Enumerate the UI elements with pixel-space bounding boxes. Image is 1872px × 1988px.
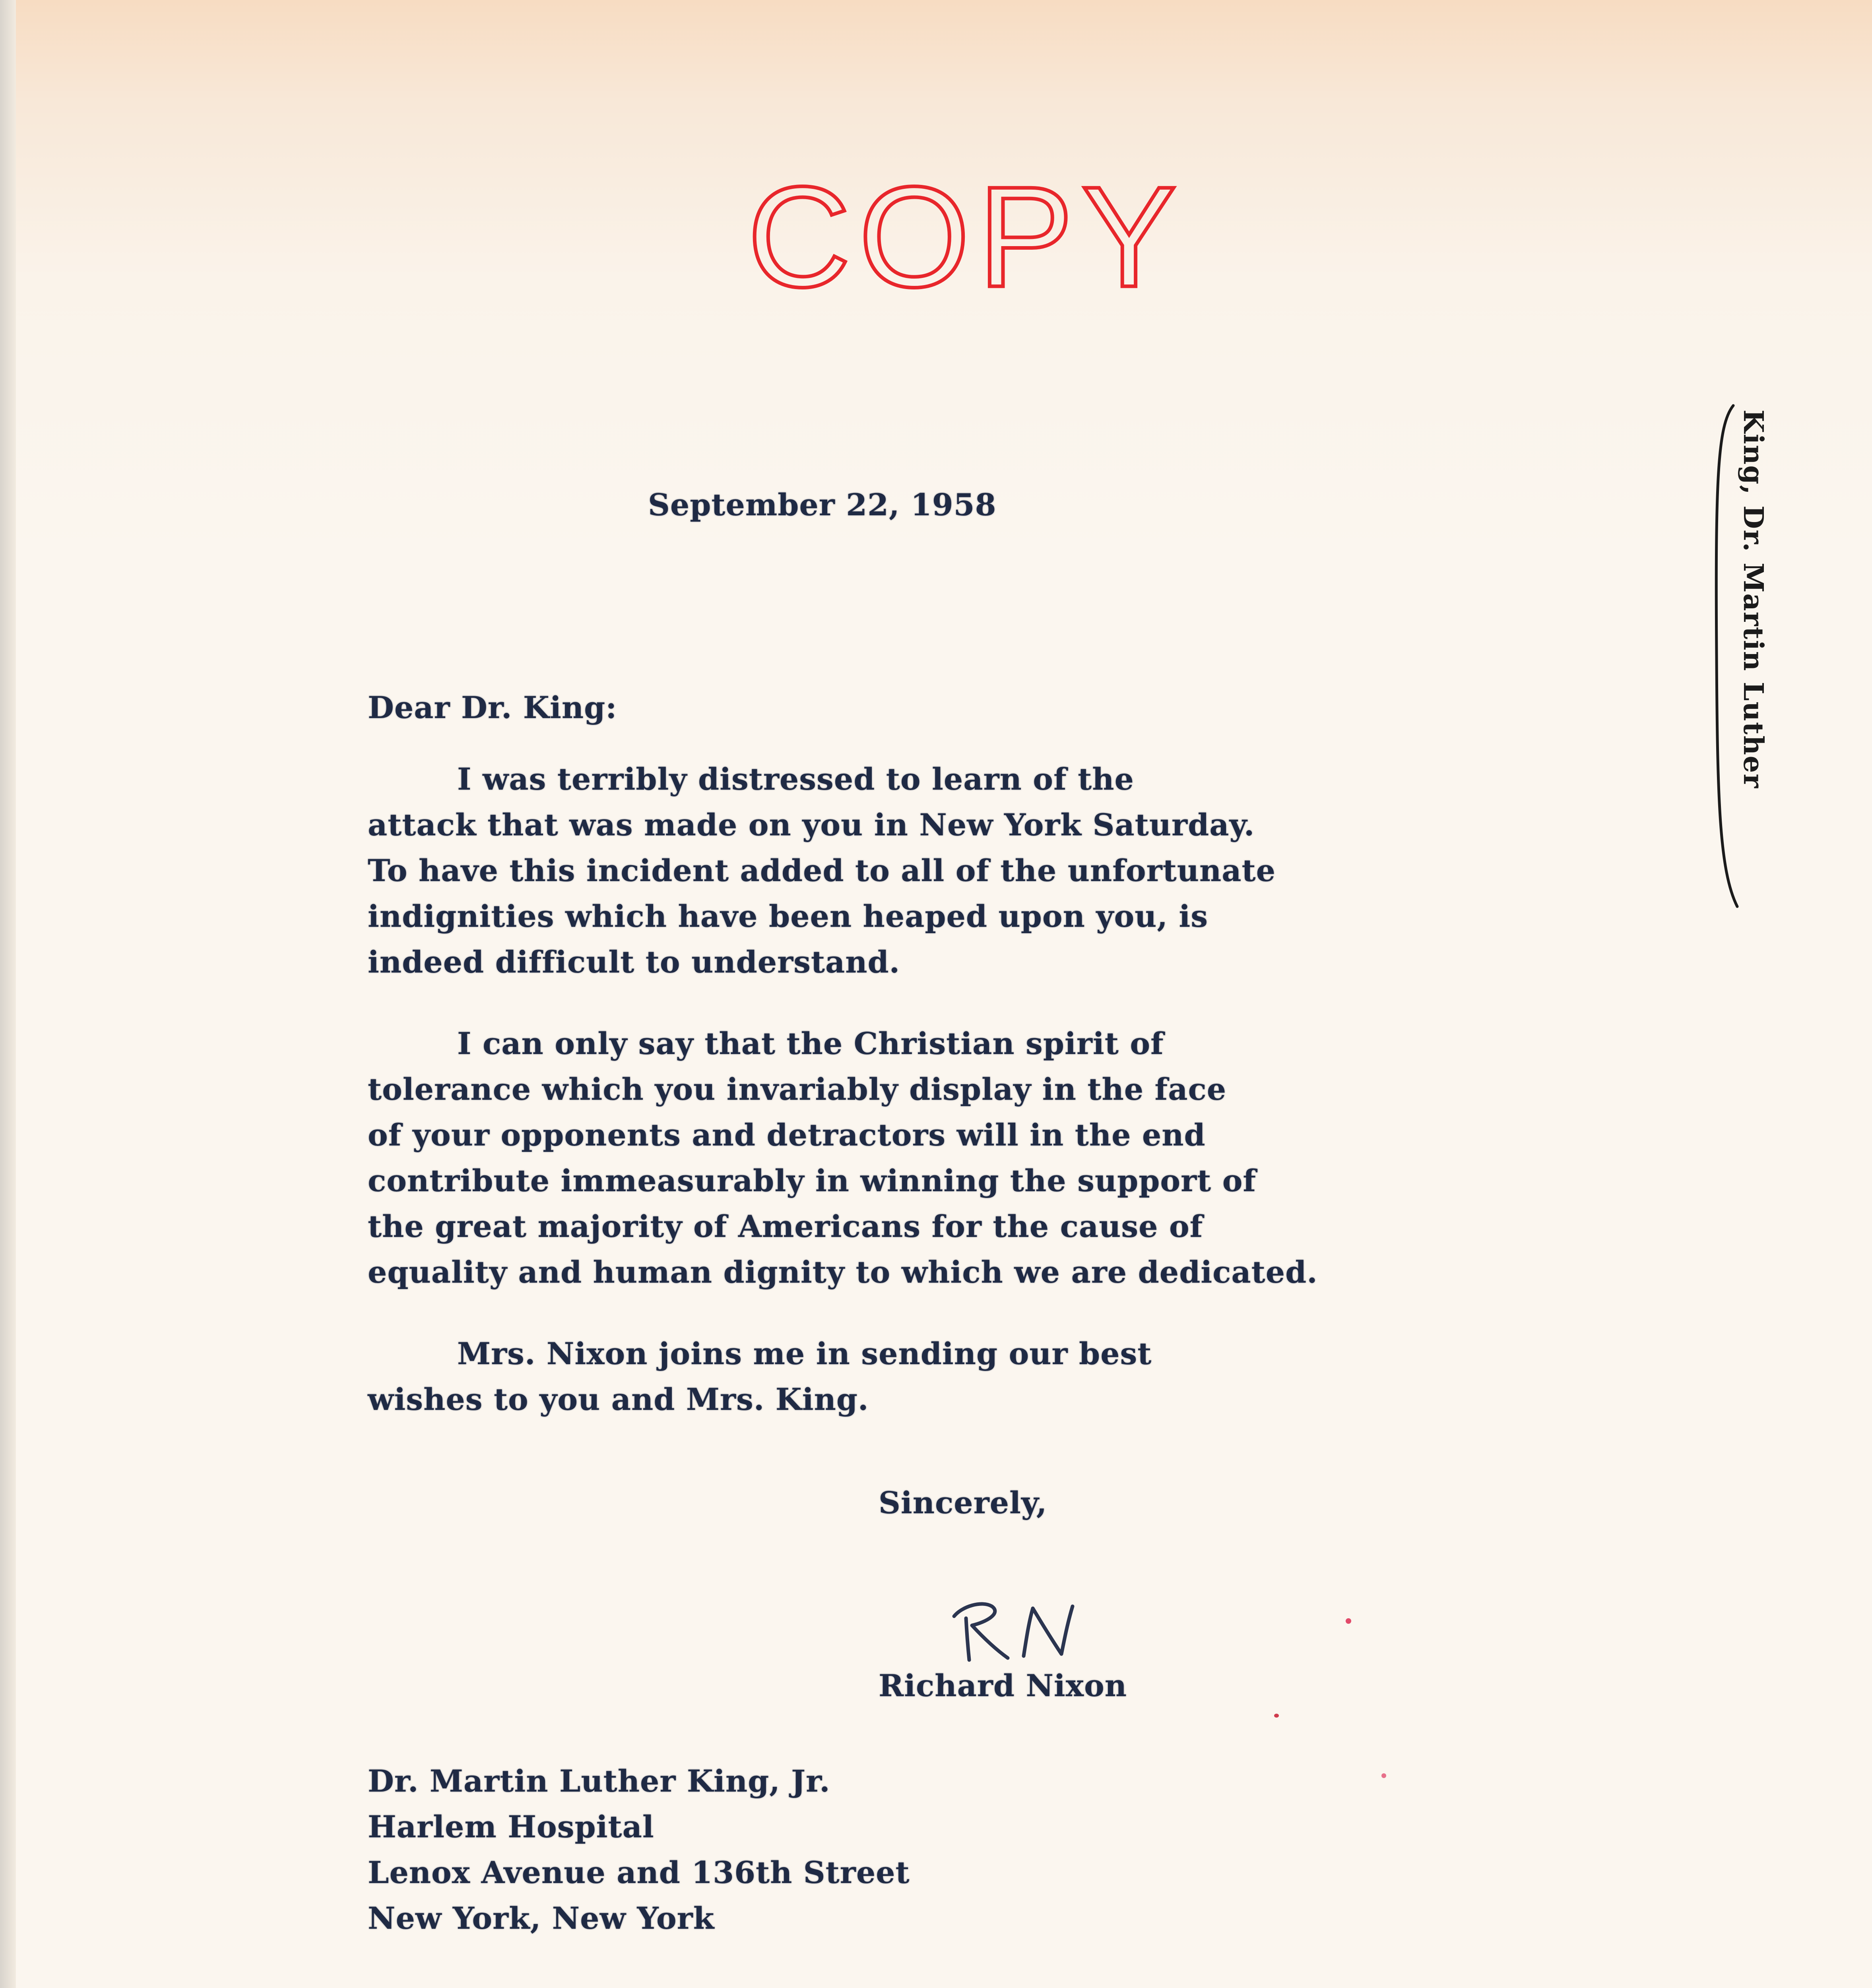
body-line: of your opponents and detractors will in the end bbox=[368, 1117, 1206, 1153]
body-line: attack that was made on you in New York Saturday. bbox=[368, 807, 1255, 843]
letter-body bbox=[368, 761, 1481, 1437]
body-line: wishes to you and Mrs. King. bbox=[368, 1382, 869, 1417]
body-line: I can only say that the Christian spirit of bbox=[457, 1026, 1164, 1061]
signer-name: Richard Nixon bbox=[879, 1668, 1127, 1703]
body-line: the great majority of Americans for the cause of bbox=[368, 1209, 1203, 1244]
body-line: I was terribly distressed to learn of the bbox=[457, 761, 1134, 797]
page-edge-shadow bbox=[0, 0, 16, 1988]
recipient-address bbox=[368, 1763, 1083, 1962]
address-line: Lenox Avenue and 136th Street bbox=[368, 1855, 910, 1890]
copy-stamp-text: COPY bbox=[747, 171, 1185, 302]
body-line: contribute immeasurably in winning the support of bbox=[368, 1163, 1257, 1198]
address-line: New York, New York bbox=[368, 1901, 715, 1936]
body-line: tolerance which you invariably display in the face bbox=[368, 1072, 1227, 1107]
address-line: Harlem Hospital bbox=[368, 1809, 654, 1844]
body-line: equality and human dignity to which we are dedicated. bbox=[368, 1254, 1318, 1290]
handwritten-initials bbox=[938, 1578, 1089, 1670]
body-line: Mrs. Nixon joins me in sending our best bbox=[457, 1336, 1152, 1371]
salutation: Dear Dr. King: bbox=[368, 690, 617, 725]
paper-speck bbox=[1274, 1714, 1279, 1718]
body-line: indignities which have been heaped upon you, is bbox=[368, 899, 1208, 934]
file-label: King, Dr. Martin Luther bbox=[1737, 410, 1769, 789]
body-line: To have this incident added to all of the unfortunate bbox=[368, 853, 1276, 888]
paper-speck bbox=[1346, 1618, 1351, 1624]
letter-date: September 22, 1958 bbox=[648, 487, 997, 522]
paper-speck bbox=[1381, 1773, 1386, 1778]
closing: Sincerely, bbox=[879, 1485, 1048, 1520]
copy-stamp bbox=[708, 171, 1224, 302]
body-line: indeed difficult to understand. bbox=[368, 944, 900, 980]
address-line: Dr. Martin Luther King, Jr. bbox=[368, 1763, 830, 1799]
